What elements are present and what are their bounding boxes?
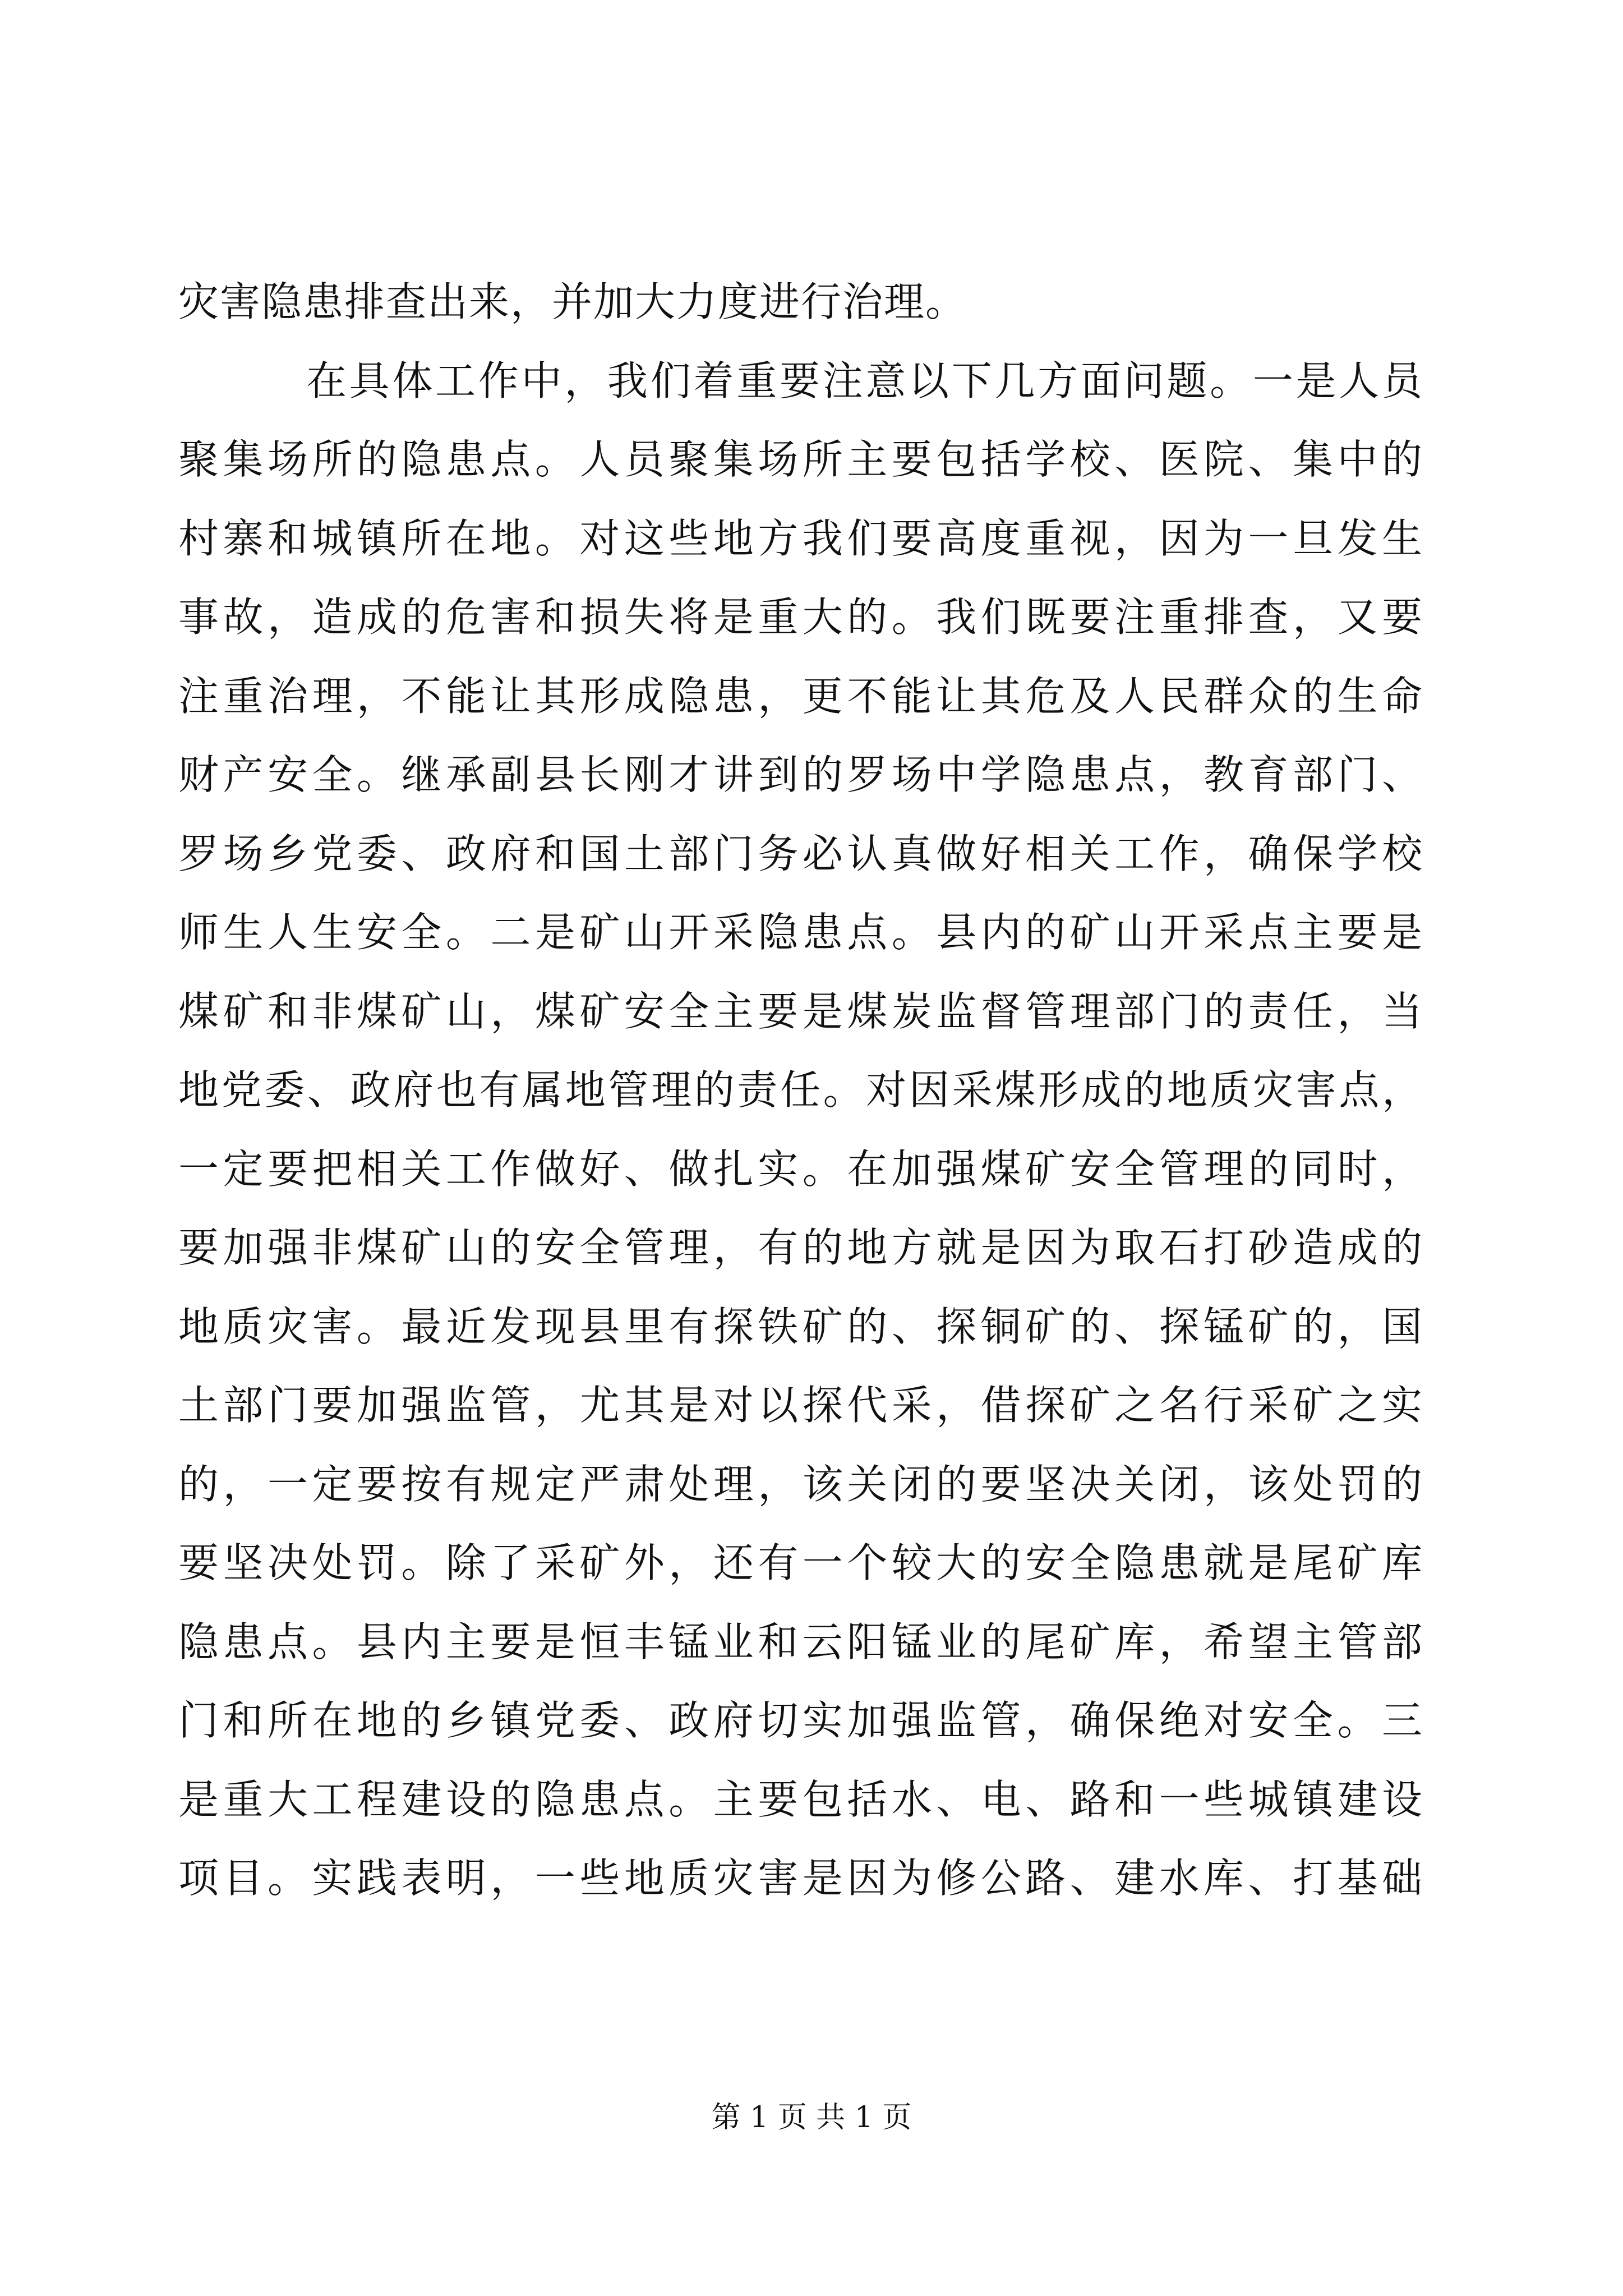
text-line: 要加强非煤矿山的安全管理，有的地方就是因为取石打砂造成的	[178, 1224, 1423, 1271]
text-line: 隐患点。县内主要是恒丰锰业和云阳锰业的尾矿库，希望主管部	[178, 1618, 1423, 1665]
text-line: 村寨和城镇所在地。对这些地方我们要高度重视，因为一旦发生	[178, 514, 1423, 562]
text-line: 罗场乡党委、政府和国土部门务必认真做好相关工作，确保学校	[178, 830, 1423, 877]
text-line: 一定要把相关工作做好、做扎实。在加强煤矿安全管理的同时，	[178, 1145, 1423, 1193]
text-line: 事故，造成的危害和损失将是重大的。我们既要注重排查，又要	[178, 593, 1423, 641]
document-body	[178, 263, 1423, 1996]
text-line: 门和所在地的乡镇党委、政府切实加强监管，确保绝对安全。三	[178, 1697, 1423, 1744]
page-number-footer: 第 1 页 共 1 页	[711, 2101, 912, 2134]
text-line: 煤矿和非煤矿山，煤矿安全主要是煤炭监督管理部门的责任，当	[178, 987, 1423, 1035]
text-line: 是重大工程建设的隐患点。主要包括水、电、路和一些城镇建设	[178, 1775, 1423, 1823]
text-line: 地质灾害。最近发现县里有探铁矿的、探铜矿的、探锰矿的，国	[178, 1303, 1423, 1350]
text-line: 的，一定要按有规定严肃处理，该关闭的要坚决关闭，该处罚的	[178, 1460, 1423, 1508]
text-line: 要坚决处罚。除了采矿外，还有一个较大的安全隐患就是尾矿库	[178, 1539, 1423, 1586]
text-line: 在具体工作中，我们着重要注意以下几方面问题。一是人员	[306, 357, 1423, 404]
text-line: 灾害隐患排查出来，并加大力度进行治理。	[178, 278, 967, 325]
text-line: 聚集场所的隐患点。人员聚集场所主要包括学校、医院、集中的	[178, 436, 1423, 483]
text-line: 土部门要加强监管，尤其是对以探代采，借探矿之名行采矿之实	[178, 1382, 1423, 1429]
text-line: 师生人生安全。二是矿山开采隐患点。县内的矿山开采点主要是	[178, 909, 1423, 956]
text-line: 地党委、政府也有属地管理的责任。对因采煤形成的地质灾害点，	[178, 1066, 1423, 1114]
text-line	[178, 1918, 1423, 1997]
text-line: 注重治理，不能让其形成隐患，更不能让其危及人民群众的生命	[178, 672, 1423, 720]
text-line: 财产安全。继承副县长刚才讲到的罗场中学隐患点，教育部门、	[178, 751, 1423, 798]
text-line: 项目。实践表明，一些地质灾害是因为修公路、建水库、打基础	[178, 1855, 1423, 1902]
